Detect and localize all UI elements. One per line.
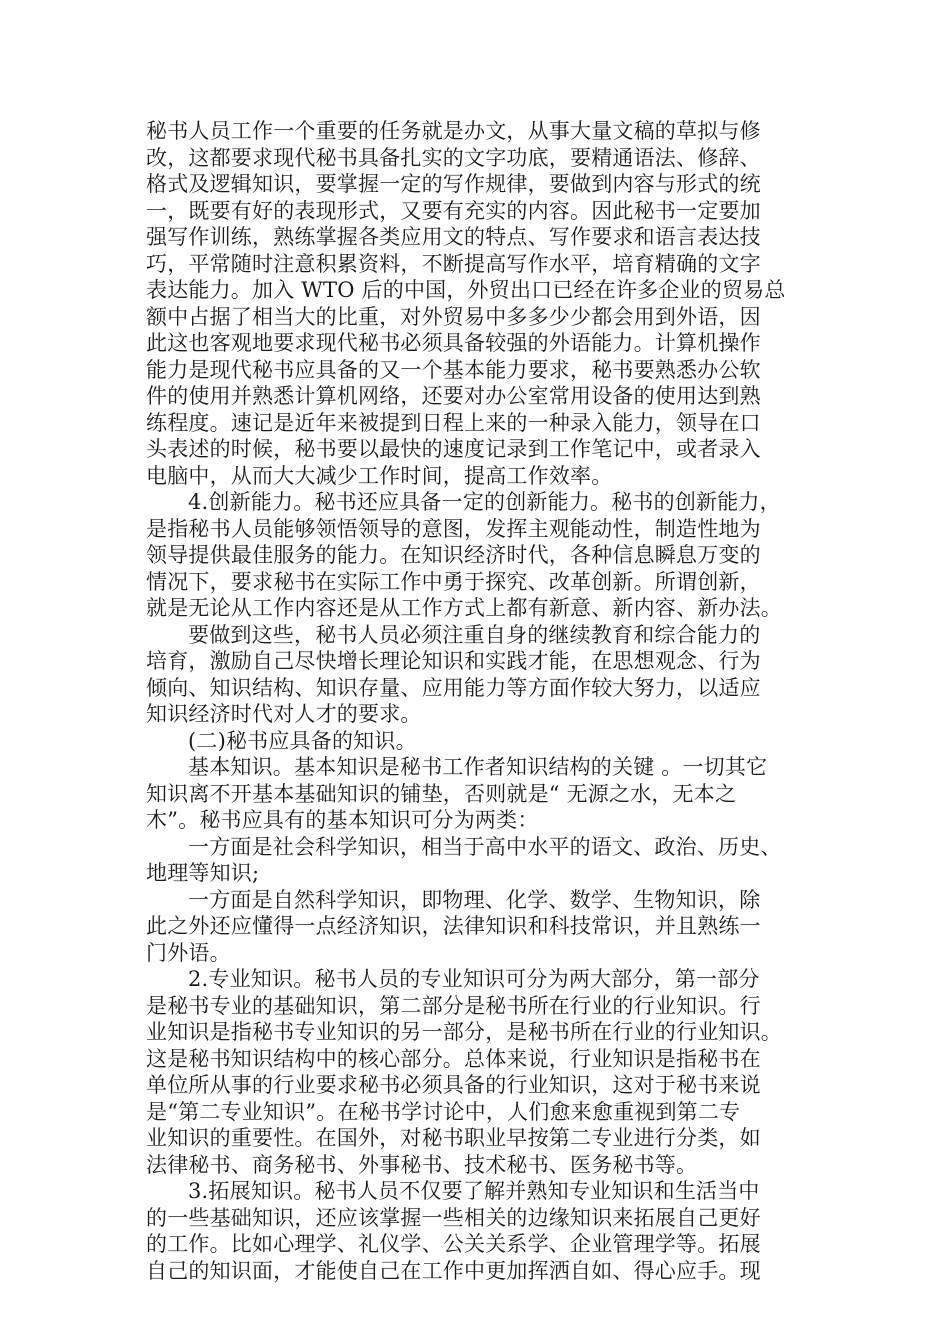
text-line: 强写作训练，熟练掌握各类应用文的特点、写作要求和语言表达技 [146, 225, 761, 249]
text-line: 秘书人员工作一个重要的任务就是办文，从事大量文稿的草拟与修 [146, 119, 761, 143]
text-line: 件的使用并熟悉计算机网络，还要对办公室常用设备的使用达到熟 [146, 384, 761, 408]
text-line: 倾向、知识结构、知识存量、应用能力等方面作较大努力，以适应 [146, 675, 761, 700]
text-line: 知识经济时代对人才的要求。 [146, 702, 422, 726]
text-line: 能力是现代秘书应具备的又一个基本能力要求，秘书要熟悉办公软 [146, 357, 761, 382]
text-line: 领导提供最佳服务的能力。在知识经济时代，各种信息瞬息万变的 [146, 543, 761, 567]
text-line: (二)秘书应具备的知识。 [188, 728, 417, 753]
text-line: 一方面是自然科学知识，即物理、化学、数学、生物知识，除 [188, 887, 761, 912]
text-line: 此之外还应懂得一点经济知识，法律知识和科技常识，并且熟练一 [146, 914, 761, 938]
text-line: 巧，平常随时注意积累资料，不断提高写作水平，培育精确的文字 [146, 251, 761, 276]
text-line: 练程度。速记是近年来被提到日程上来的一种录入能力，领导在口 [146, 410, 761, 435]
text-line: 单位所从事的行业要求秘书必须具备的行业知识，这对于秘书来说 [146, 1073, 761, 1097]
text-line: 情况下，要求秘书在实际工作中勇于探究、改革创新。所谓创新， [146, 569, 761, 594]
text-line: 业知识是指秘书专业知识的另一部分，是秘书所在行业的行业知识。 [146, 1020, 782, 1044]
text-line: 是秘书专业的基础知识，第二部分是秘书所在行业的行业知识。行 [146, 993, 761, 1018]
text-line: 2.专业知识。秘书人员的专业知识可分为两大部分，第一部分 [188, 967, 760, 991]
text-line: 木”。秘书应具有的基本知识可分为两类： [146, 808, 539, 832]
text-line: 一方面是社会科学知识，相当于高中水平的语文、政治、历史、 [188, 834, 782, 859]
text-line: 一，既要有好的表现形式，又要有充实的内容。因此秘书一定要加 [146, 198, 761, 223]
text-line: 的工作。比如心理学、礼仪学、公关关系学、企业管理学等。拓展 [146, 1232, 761, 1256]
text-line: 4.创新能力。秘书还应具备一定的创新能力。秘书的创新能力， [188, 490, 781, 514]
text-line: 自己的知识面，才能使自己在工作中更加挥洒自如、得心应手。现 [146, 1258, 761, 1283]
text-line: 培育，激励自己尽快增长理论知识和实践才能，在思想观念、行为 [146, 649, 761, 673]
text-line: 是指秘书人员能够领悟领导的意图，发挥主观能动性，制造性地为 [146, 516, 761, 541]
text-line: 的一些基础知识，还应该掌握一些相关的边缘知识来拓展自己更好 [146, 1205, 761, 1230]
text-line: 要做到这些，秘书人员必须注重自身的继续教育和综合能力的 [188, 622, 761, 647]
text-line: 头表述的时候，秘书要以最快的速度记录到工作笔记中，或者录入 [146, 437, 761, 461]
text-line: 此这也客观地要求现代秘书必须具备较强的外语能力。计算机操作 [146, 331, 761, 355]
text-line: 业知识的重要性。在国外，对秘书职业早按第二专业进行分类，如 [146, 1126, 761, 1150]
text-line: 表达能力。加入 WTO 后的中国，外贸出口已经在许多企业的贸易总 [146, 278, 786, 302]
text-line: 电脑中，从而大大减少工作时间，提高工作效率。 [146, 463, 613, 488]
text-line: 法律秘书、商务秘书、外事秘书、技术秘书、医务秘书等。 [146, 1152, 698, 1177]
text-line: 门外语。 [146, 940, 231, 965]
text-line: 基本知识。基本知识是秘书工作者知识结构的关键 。一切其它 [188, 755, 768, 779]
document-body [146, 118, 806, 1284]
text-line: 就是无论从工作内容还是从工作方式上都有新意、新内容、新办法。 [146, 596, 782, 620]
text-line: 3.拓展知识。秘书人员不仅要了解并熟知专业知识和生活当中 [188, 1179, 760, 1203]
text-line: 改，这都要求现代秘书具备扎实的文字功底，要精通语法、修辞、 [146, 145, 761, 170]
text-line: 格式及逻辑知识，要掌握一定的写作规律，要做到内容与形式的统 [146, 172, 761, 196]
text-line: 是“第二专业知识”。在秘书学讨论中，人们愈来愈重视到第二专 [146, 1099, 741, 1124]
text-line: 知识离不开基本基础知识的铺垫，否则就是“ 无源之水，无本之 [146, 781, 737, 806]
text-line: 这是秘书知识结构中的核心部分。总体来说，行业知识是指秘书在 [146, 1046, 761, 1071]
text-line: 额中占据了相当大的比重，对外贸易中多多少少都会用到外语，因 [146, 304, 761, 329]
text-line: 地理等知识; [146, 861, 260, 885]
